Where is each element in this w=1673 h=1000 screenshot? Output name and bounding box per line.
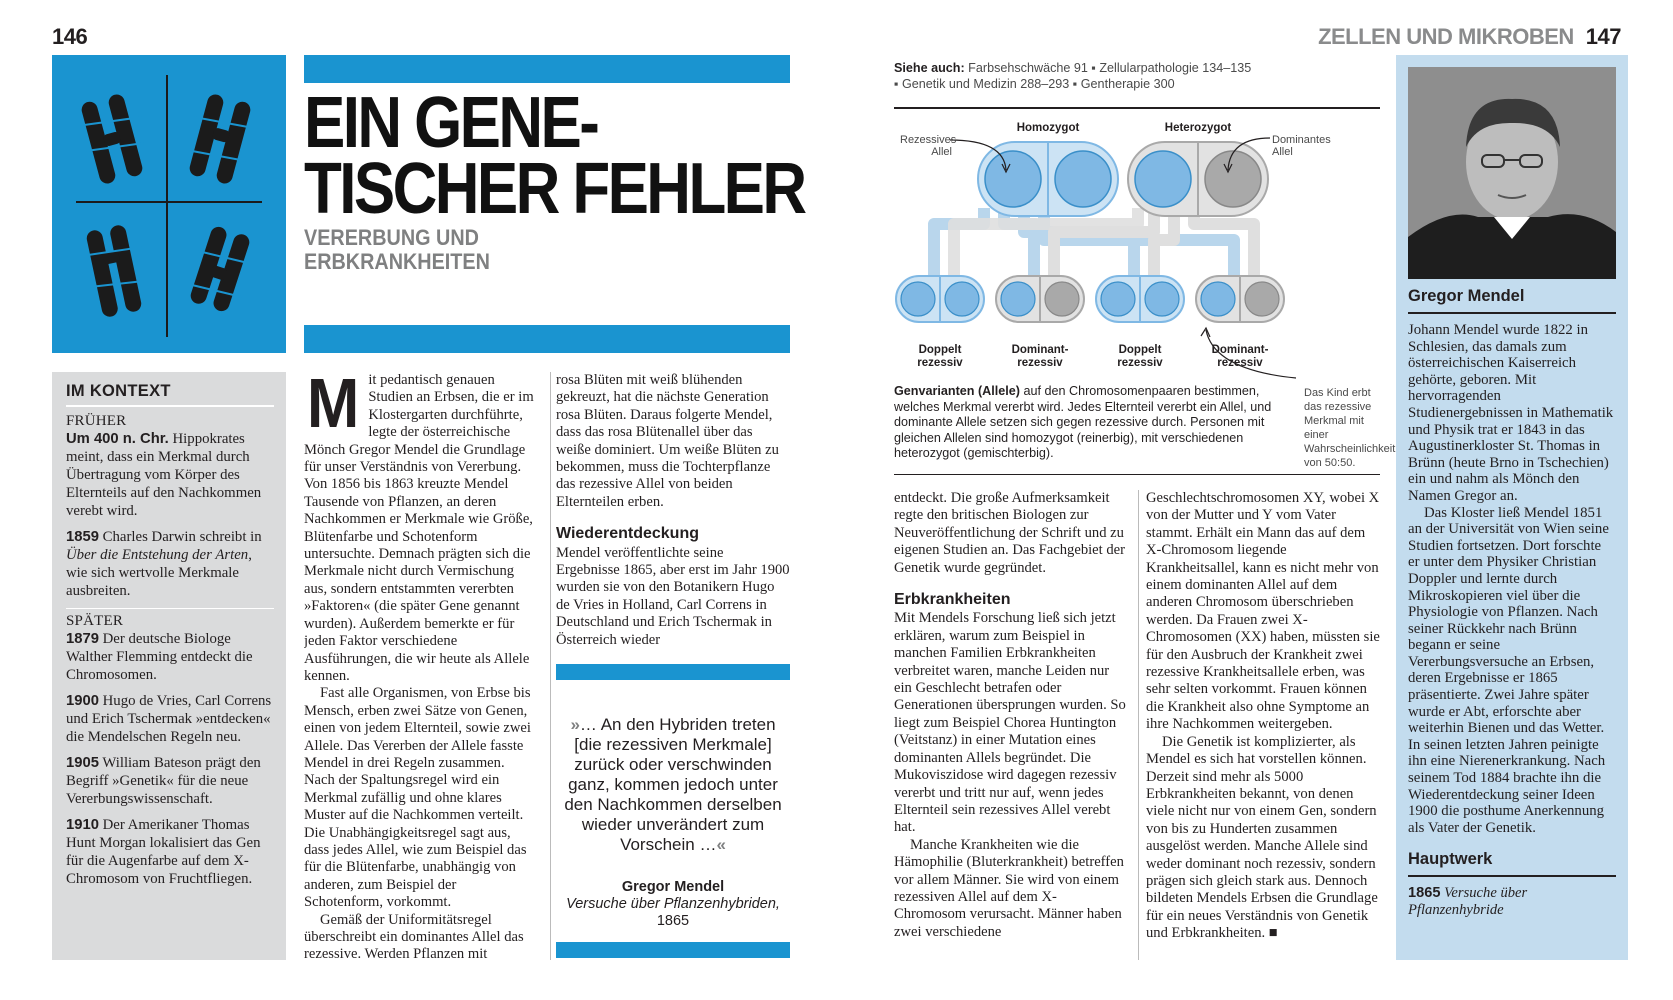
context-after-label: SPÄTER [66,613,124,629]
paragraph: Geschlechtschromosomen XY, wobei X von der Mutter und Y vom Vater stammt. Erhält ein Mann das auf dem X-Chromosom liegende Krankheitsallel, kann es nicht mehr von einem dominanten Allel auf dem anderen Chromosom überschrieben werden. Da Frauen zwei X-Chromosomen (XX) haben, müssten sie für den Ausbruch der Krankheit zwei rezessive Krankheitsallele erben, was sehr selten vorkommt. Frauen können die Krankheit also ohne Symptome an ihre Nachkommen weitergeben. [1146,490,1380,733]
diagram-caption: Genvarianten (Allele) auf den Chromosomenpaaren bestimmen, welches Merkmal vererbt wird. Jedes Elternteil vererbt ein Allel, und dominante Allele setzen sich gegen rezessive durch. Personen mit gleichen Allelen sind homozygot (reinerbig), mit verschiedenen heterozygot (gemischterbig). [894,384,1272,460]
see-also-links[interactable]: ▪ Genetik und Medizin 288–293 ▪ Gentherapie 300 [894,77,1175,91]
body-column-3 [894,490,1128,960]
label-dominant-allele: Dominantes Allel [1272,134,1331,158]
quote-bar-bottom [556,942,790,958]
diagram-side-note: Das Kind erbt das rezessive Merkmal mit einer Wahrscheinlichkeit von 50:50. [1304,387,1396,469]
page-number-right: 147 [1585,24,1621,49]
portrait-photo [1408,67,1616,279]
context-sidebar [52,372,286,960]
child-label: Dominant- rezessiv [1211,344,1269,369]
paragraph: Mendel veröffentlichte seine Ergebnisse 1865, aber erst im Jahr 1900 wurden sie von den Botanikern Hugo de Vries in Holland, Carl Correns in Deutschland und Erich Tschermak in Österreich wieder [556,544,790,648]
section-heading: Erbkrankheiten [894,591,1011,609]
drop-cap: M [306,372,360,442]
body-column-4 [1146,490,1380,960]
section-title: ZELLEN UND MIKROBEN [1318,24,1574,49]
paragraph: entdeckt. Die große Aufmerksamkeit regte den britischen Biologen zur Neuveröffentlichung der Schrift und zu eigenen Studien an. Das Fachgebiet der Genetik wurde gegründet. [894,490,1125,576]
works-heading: Hauptwerk [1408,850,1616,877]
paragraph: it pedantisch genauen Studien an Erbsen, die er im Klostergarten durchführte, legte der österreichische Mönch Gregor Mendel die Grundlage für unser Verständnis von Vererbung. Von 1856 bis 1863 kreuzte Mendel Tausende von Pflanzen, an deren Nachkommen er Merkmale wie Größe, Blütenfarbe und Schotenform untersuchte. Demnach prägten sich die Merkmale nicht durch Vermischung aus, sondern entstammten vererbten »Faktoren« (die später Gene genannt wurden). Außerdem bemerkte er für jeden Faktor verschiedene Ausführungen, die wir heute als Allele kennen. [304,372,534,684]
recessive-allele [985,151,1041,207]
diagram-rule [894,107,1380,109]
bio-heading: Gregor Mendel [1408,287,1616,314]
see-also-label: Siehe auch: [894,61,965,75]
paragraph: Johann Mendel wurde 1822 in Schlesien, das damals zum österreichischen Kaiserreich gehörte, geboren. Mit hervorragenden Studienergebnissen in Mathematik und Physik trat er 1843 in das Augustinerkloster St. Thomas in Brünn (heute Brno in Tschechien) ein und nahm als Mönch den Namen Gregor an. [1408,322,1614,504]
label-homozygot: Homozygot [1016,122,1080,134]
quote-author: Gregor Mendel [621,879,725,895]
paragraph: Fast alle Organismen, von Erbse bis Mensch, erben zwei Sätze von Genen, einen von jedem Elternteil, sowie zwei Allele. Das Vererben der Allele fasste Mendel in drei Regeln zusammen. Nach der Spaltungsregel wird ein Merkmal zufällig und ohne klares Muster auf die Nachkommen verteilt. Die Unabhängigkeitsregel sagt aus, dass jedes Allel, wie zum Beispiel das für die Blütenfarbe, unabhängig von anderen, zum Beispiel der Schotenform, vorkommt. [304,685,531,911]
dominant-allele [1205,151,1261,207]
context-item: 1910 Der Amerikaner Thomas Hunt Morgan lokalisiert das Gen für die Augenfarbe auf dem X-Chromosom von Fruchtfliegen. [66,817,261,887]
recessive-allele [1055,151,1111,207]
title-line-1: EIN GENE- [304,83,598,163]
child-label: Doppelt rezessiv [917,344,963,369]
context-item: 1900 Hugo de Vries, Carl Correns und Erich Tschermak »entdecken« die Mendelschen Regeln neu. [66,693,272,745]
see-also [894,60,1294,92]
title-line-2: TISCHER FEHLER [304,149,805,229]
chromosomes-icon [52,55,286,353]
caption-rule [894,474,1380,475]
context-item: 1859 Charles Darwin schreibt in Über die Entstehung der Arten, wie sich wertvolle Merkmale ausbreiten. [66,529,262,599]
quote-year: 1865 [656,913,690,929]
paragraph: Mit Mendels Forschung ließ sich jetzt erklären, warum zum Beispiel in manchen Familien Erbkrankheiten verbreitet waren, manche Leiden nur ein Geschlecht betrafen oder Generationen übersprungen wurden. So liegt zum Beispiel Chorea Huntington (Veitstanz) in einer Mutation eines dominanten Allels begründet. Die Mukoviszidose wird dagegen rezessiv vererbt und tritt nur auf, wenn jedes Elternteil sein rezessives Allel verebt hat. [894,610,1126,836]
paragraph: Gemäß der Uniformitätsregel überschreibt ein dominantes Allel das rezessive. Werden Pflanzen mit [304,911,524,962]
page-number-left: 146 [52,24,88,49]
column-divider [1138,490,1139,960]
quote-text: »… An den Hybriden treten [die rezessiven Merkmale] zurück oder verschwinden ganz, kommen jedoch unter den Nachkommen derselben wieder unverändert zum Vorschein …« [564,715,782,854]
paragraph: Die Genetik ist komplizierter, als Mendel es sich hat vorstellen können. Derzeit sind mehr als 5000 Erbkrankheiten bekannt, von denen viele nicht nur von einem Gen, sondern von bis zu Hunderten zusammen ausgelöst werden. Manche Allele sind weder dominant noch rezessiv, sondern prägen sich gleich stark aus. Dennoch bildeten Mendels Erbsen die Grundlage für ein neues Verständnis von Genetik und Erbkrankheiten. ■ [1146,733,1378,942]
context-item: Um 400 n. Chr. Hippokrates meint, dass ein Merkmal durch Übertragung vom Körper des Elternteils auf den Nachkommen verebt wird. [66,431,262,519]
paragraph: Das Kloster ließ Mendel 1851 an der Universität von Wien seine Studien fortsetzen. Dort forschte er unter dem Physiker Christian Doppler und lernte durch Mikroskopieren viel über die Physiologie von Pflanzen. Nach seiner Rückkehr nach Brünn begann er seine Vererbungsversuche an Erbsen, deren Ergebnisse er 1865 präsentierte. Zwei Jahre später wurde er Abt, erforschte aber weiterhin Bienen und das Wetter. In seinen letzten Jahren peinigte ihn eine Nierenerkrankung. Nach seinem Tod 1884 brachte ihn die Wiederentdeckung seiner Ideen 1900 die posthume Anerkennung als Vater der Genetik. [1408,504,1609,836]
portrait-icon [1408,67,1616,279]
works-item: 1865 Versuche über Pflanzenhybride [1408,885,1528,919]
chromosome-illustration [52,55,286,353]
biography-sidebar [1396,55,1628,960]
quote-work: Versuche über Pflanzenhybriden, [566,896,780,912]
title-bar-bottom [304,325,790,353]
subtitle-line-1: VERERBUNG UND [304,225,479,250]
body-column-2 [556,372,790,652]
context-item: 1879 Der deutsche Biologe Walther Flemming entdeckt die Chromosomen. [66,631,253,683]
label-heterozygot: Heterozygot [1164,122,1232,134]
section-heading: Wiederentdeckung [556,525,699,543]
recessive-allele [1135,151,1191,207]
page-subtitle [304,226,490,274]
label-recessive-allele: Rezessives Allel [900,134,957,158]
paragraph: Manche Krankheiten wie die Hämophilie (Bluterkrankheit) betreffen vor allem Männer. Sie wird von einem rezessiven Allel auf dem X-Chromosom verursacht. Männer haben zwei verschiedene [894,836,1124,940]
column-divider [550,372,551,960]
context-item: 1905 William Bateson prägt den Begriff »Genetik« für die neue Vererbungswissenschaft. [66,755,261,807]
quote-bar-top [556,664,790,680]
paragraph: rosa Blüten mit weiß blühenden gekreuzt, hat die nächste Generation rosa Blüten. Daraus folgerte Mendel, dass das rosa Blütenallel über das weiße dominiert. Um weiße Blüten zu bekommen, muss die Tochterpflanze das rezessive Allel von beiden Elternteilen erben. [556,372,779,510]
page-title [304,83,805,229]
body-column-1 [304,372,538,962]
context-before-label: FRÜHER [66,413,127,429]
allele-diagram [894,112,1380,382]
child-label: Doppelt rezessiv [1117,344,1163,369]
title-bar-top [304,55,790,83]
see-also-links[interactable]: Farbsehschwäche 91 ▪ Zellularpathologie 134–135 [964,61,1252,75]
page-header-right [1318,24,1621,50]
context-heading: IM KONTEXT [66,382,171,400]
pull-quote [556,715,790,930]
child-label: Dominant- rezessiv [1011,344,1069,369]
subtitle-line-2: ERBKRANKHEITEN [304,249,490,274]
